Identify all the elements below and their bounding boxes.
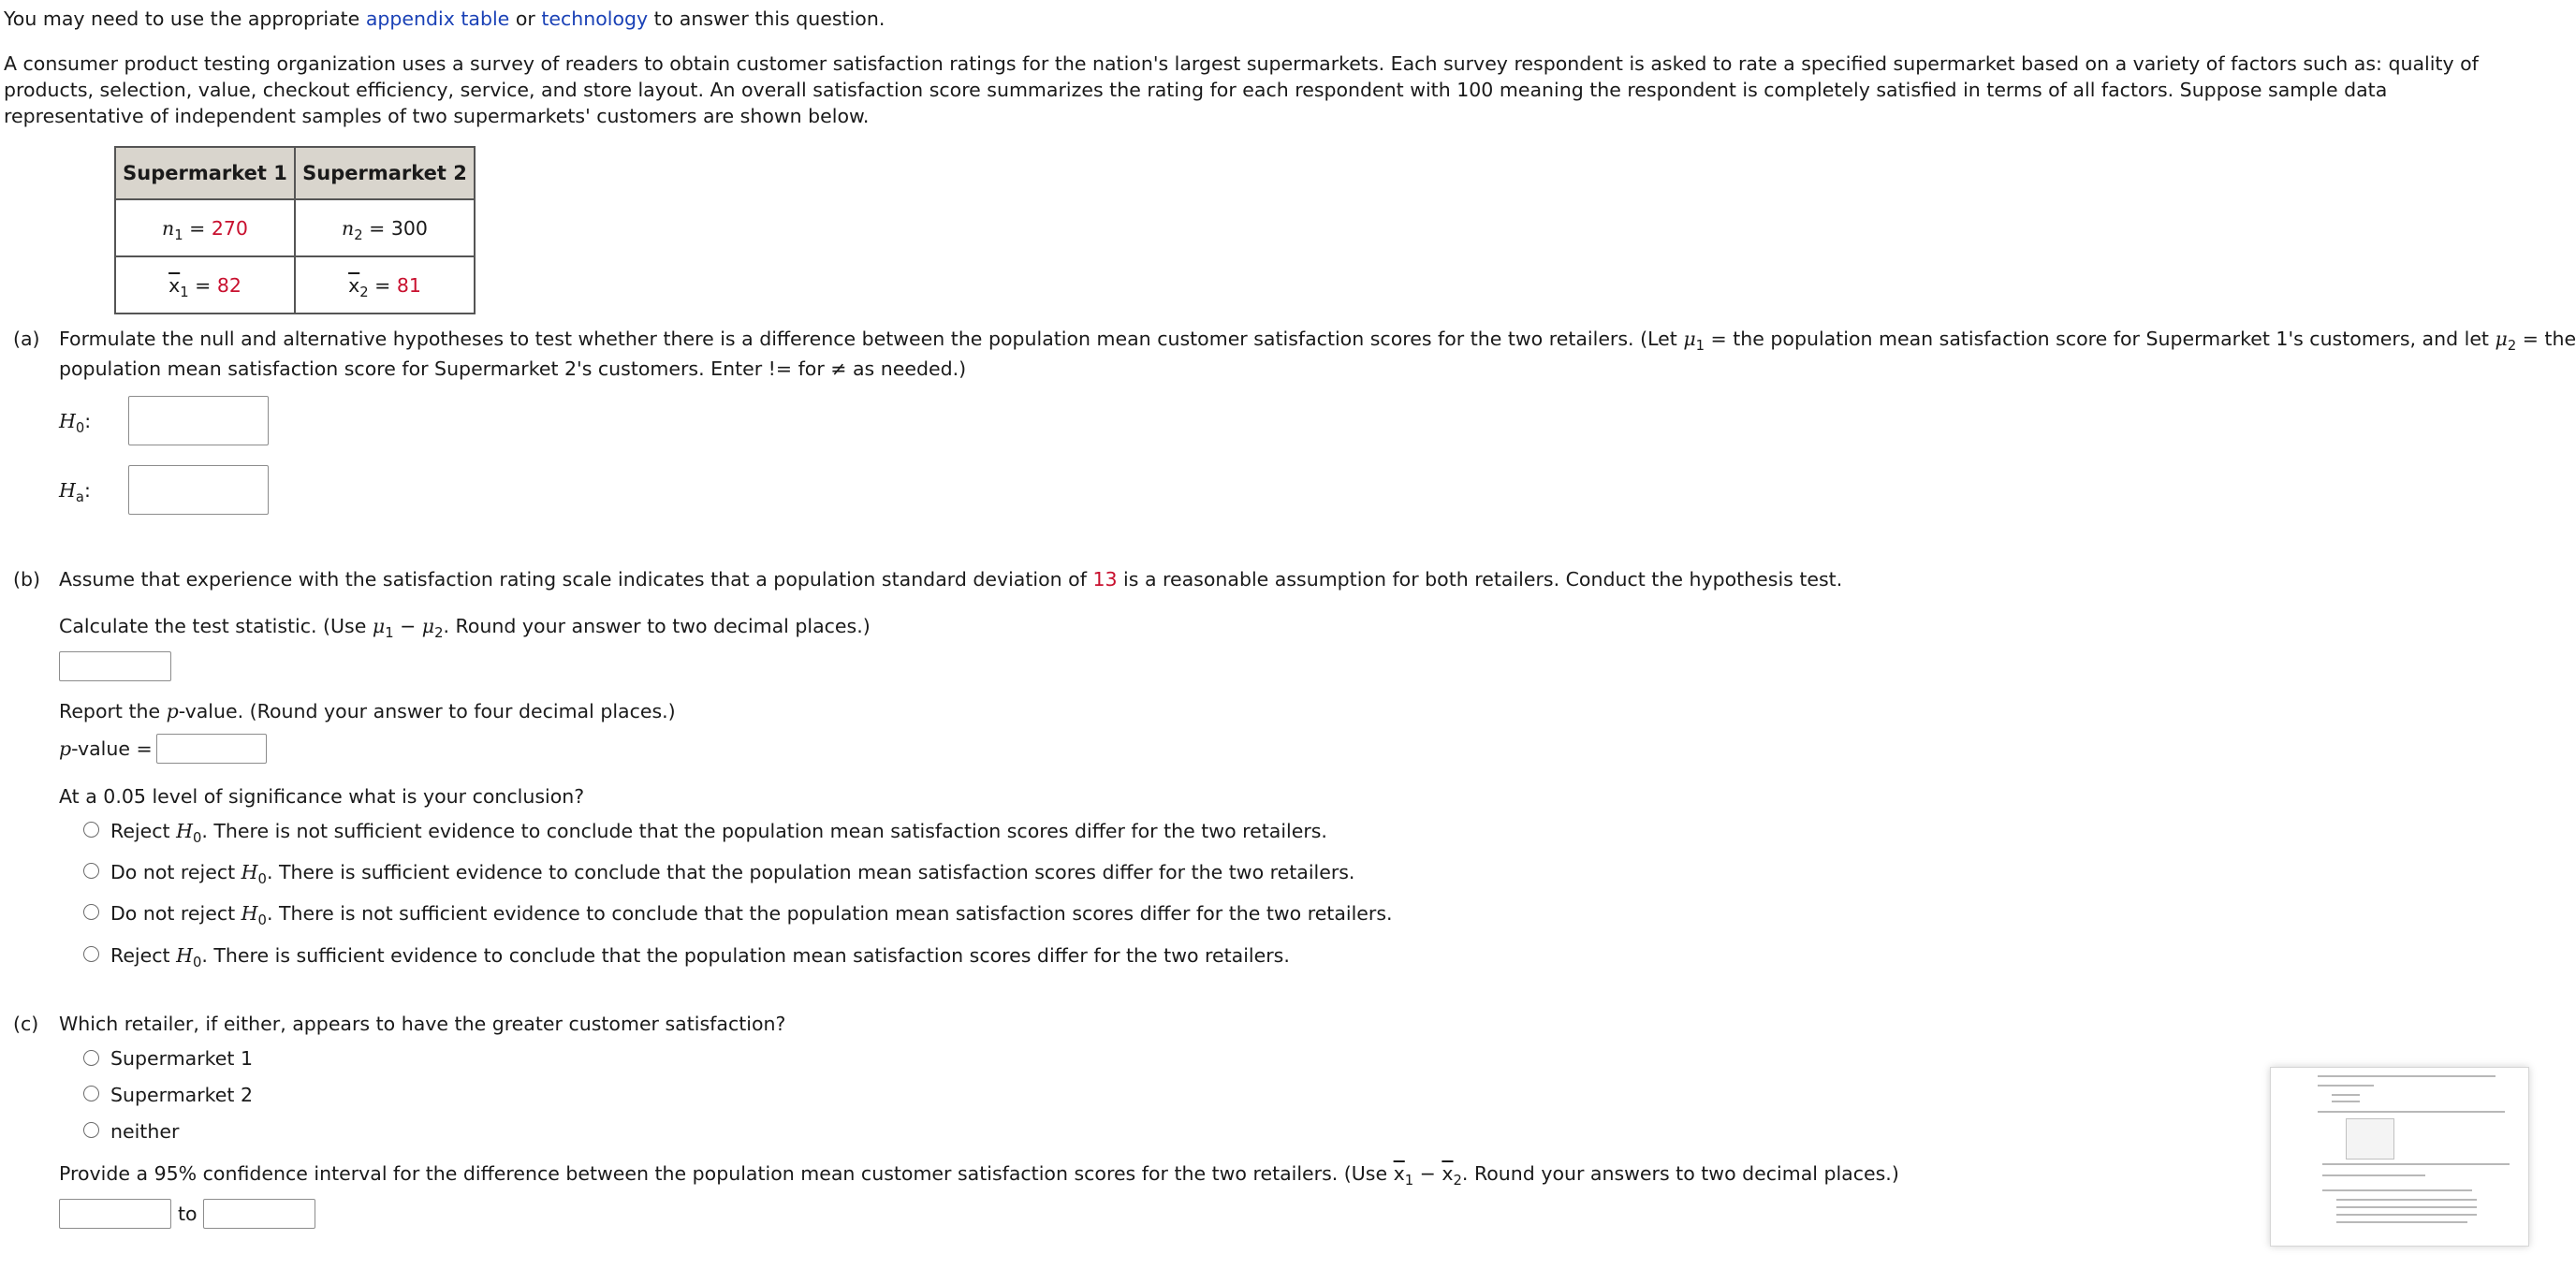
conclusion-option-1-radio[interactable]	[83, 822, 99, 838]
ha-input[interactable]	[128, 465, 269, 515]
retailer-option-neither-radio[interactable]	[83, 1122, 99, 1138]
p-value-prompt: Report the p-value. (Round your answer to four decimal places.)	[59, 700, 676, 722]
n1-cell: $n_1 = 270$	[115, 199, 295, 256]
thumb-line	[2336, 1206, 2477, 1208]
retailer-option-supermarket-1-label[interactable]: Supermarket 1	[110, 1047, 254, 1070]
p-value-label: p-value =	[59, 737, 153, 760]
part-c-label: (c)	[13, 1013, 39, 1035]
appendix-table-link[interactable]: appendix table	[365, 7, 510, 30]
p-value-input[interactable]	[156, 734, 267, 764]
sample-data-table	[114, 146, 476, 314]
thumb-line	[2322, 1163, 2510, 1165]
table-header-supermarket-2: Supermarket 2	[295, 147, 475, 199]
part-c-question: Which retailer, if either, appears to have the greater customer satisfaction?	[59, 1013, 786, 1035]
h0-input[interactable]	[128, 396, 269, 445]
conclusion-option-4-label[interactable]: Reject $H_0$. There is sufficient evidence to conclude that the population mean satisfaction scores differ for the two retailers.	[110, 944, 1290, 971]
thumb-line	[2318, 1111, 2505, 1113]
technology-link[interactable]: technology	[541, 7, 649, 30]
ci-lower-input[interactable]	[59, 1199, 171, 1229]
conclusion-option-1-label[interactable]: Reject $H_0$. There is not sufficient evidence to conclude that the population mean satisfaction scores differ for the two retailers.	[110, 820, 1327, 847]
problem-intro: A consumer product testing organization uses a survey of readers to obtain customer satisfaction ratings for the nation's largest supermarkets. Each survey respondent is asked to rate a specified supermarket based on a variety of factors such as: quality of products, selection, value, checkout efficiency, service, and store layout. An overall satisfaction score summarizes the rating for each respondent with 100 meaning the respondent is completely satisfied in terms of all factors. Suppose sample data representative of independent samples of two supermarkets' customers are shown below.	[4, 52, 2479, 127]
conclusion-option-2-radio[interactable]	[83, 863, 99, 879]
x1-cell: $\overline{x}_1 = 82$	[115, 256, 295, 314]
x2-cell: $\overline{x}_2 = 81$	[295, 256, 475, 314]
retailer-option-supermarket-2-radio[interactable]	[83, 1086, 99, 1101]
ha-label: $H_a$:	[59, 479, 91, 506]
h0-label: $H_0$:	[59, 410, 92, 437]
conclusion-option-3-radio[interactable]	[83, 904, 99, 920]
table-header-supermarket-1: Supermarket 1	[115, 147, 295, 199]
retailer-option-supermarket-2-label[interactable]: Supermarket 2	[110, 1084, 254, 1106]
page-thumbnail-preview[interactable]	[2270, 1067, 2529, 1247]
part-a-label: (a)	[13, 328, 40, 350]
thumb-line	[2336, 1214, 2477, 1216]
n2-cell: $n_2 = 300$	[295, 199, 475, 256]
thumb-line	[2322, 1189, 2472, 1191]
thumb-line	[2336, 1221, 2467, 1223]
thumb-line	[2322, 1174, 2425, 1176]
ci-upper-input[interactable]	[203, 1199, 315, 1229]
confidence-interval-prompt: Provide a 95% confidence interval for the difference between the population mean customer satisfaction scores for the two retailers. (Use $\overline{x}_1 - \overline{x}_2$. Round your answers to two decimal places.)	[59, 1162, 1899, 1189]
thumb-line	[2318, 1075, 2496, 1077]
thumb-table	[2346, 1118, 2394, 1160]
part-a-question-line2: population mean satisfaction score for Supermarket 2's customers. Enter != for ≠ as needed.)	[59, 357, 967, 380]
retailer-option-supermarket-1-radio[interactable]	[83, 1050, 99, 1066]
part-a-question-line1: Formulate the null and alternative hypotheses to test whether there is a difference between the population mean customer satisfaction scores for the two retailers. (Let $\mu_1$ = the population mean satisfaction score for Supermarket 1's customers, and let $\mu_2$ = the	[59, 328, 2576, 355]
thumb-line	[2318, 1085, 2374, 1087]
test-statistic-prompt: Calculate the test statistic. (Use $\mu_1 - \mu_2$. Round your answer to two decimal places.)	[59, 615, 871, 642]
thumb-line	[2332, 1094, 2360, 1096]
instruction-line: You may need to use the appropriate appendix table or technology to answer this question.	[4, 7, 886, 30]
conclusion-option-4-radio[interactable]	[83, 946, 99, 962]
conclusion-option-3-label[interactable]: Do not reject $H_0$. There is not sufficient evidence to conclude that the population mean satisfaction scores differ for the two retailers.	[110, 902, 1393, 929]
retailer-option-neither-label[interactable]: neither	[110, 1120, 180, 1143]
significance-question: At a 0.05 level of significance what is your conclusion?	[59, 785, 585, 808]
ci-to-label: to	[178, 1203, 198, 1225]
test-statistic-input[interactable]	[59, 651, 171, 681]
conclusion-option-2-label[interactable]: Do not reject $H_0$. There is sufficient evidence to conclude that the population mean satisfaction scores differ for the two retailers.	[110, 861, 1355, 888]
part-b-label: (b)	[13, 568, 41, 591]
thumb-line	[2336, 1199, 2477, 1201]
part-b-question: Assume that experience with the satisfaction rating scale indicates that a population standard deviation of 13 is a reasonable assumption for both retailers. Conduct the hypothesis test.	[59, 568, 1843, 591]
thumb-line	[2332, 1101, 2360, 1102]
